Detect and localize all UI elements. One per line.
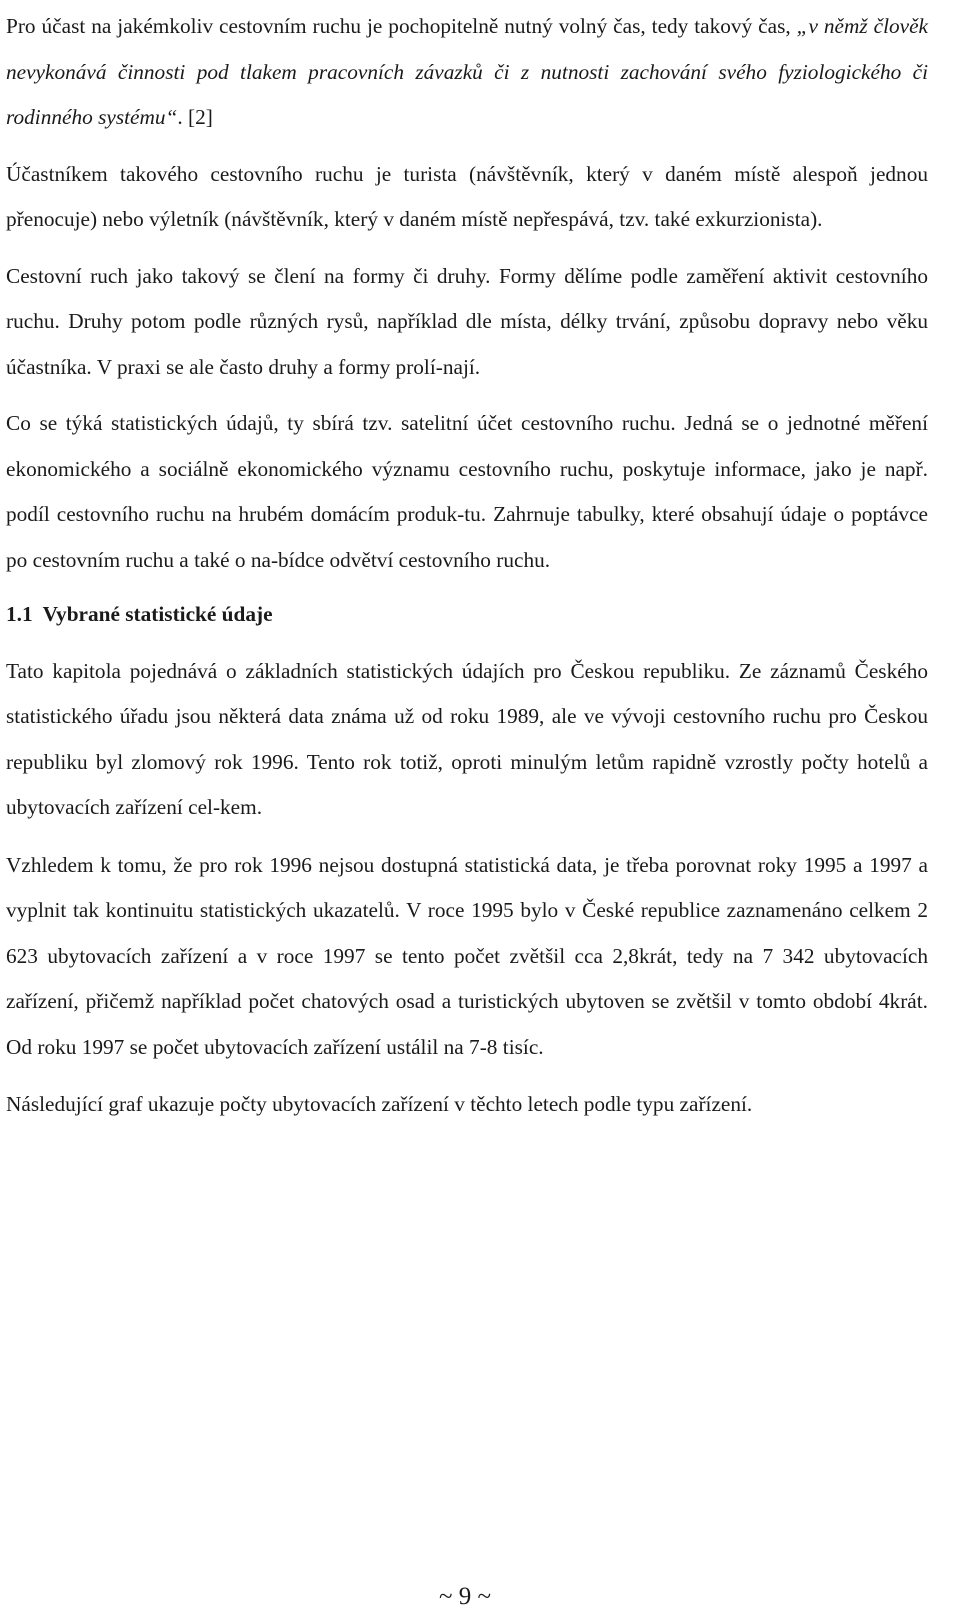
paragraph-free-time-lead: Pro účast na jakémkoliv cestovním ruchu je pochopitelně nutný volný čas, tedy takový čas, <box>6 14 797 38</box>
section-heading <box>6 592 928 638</box>
paragraph-chapter-intro: Tato kapitola pojednává o základních statistických údajích pro Českou republiku. Ze záznamů Českého statistického úřadu jsou některá data známa už od roku 1989, ale ve vývoji cestovního ruchu pro Českou republiku byl zlomový rok 1996. Tento rok totiž, oproti minulým letům rapidně vzrostly počty hotelů a ubytovacích zařízení cel-kem. <box>6 658 928 819</box>
paragraph-participants: Účastníkem takového cestovního ruchu je turista (návštěvník, který v daném místě alespoň jednou přenocuje) nebo výletník (návštěvník, který v daném místě nepřespává, tzv. také exkurzionista). <box>6 161 928 231</box>
paragraph-satellite-account: Co se týká statistických údajů, ty sbírá tzv. satelitní účet cestovního ruchu. Jedná se o jednotné měření ekonomického a sociálně ekonomického významu cestovního ruchu, poskytuje informace, jako je např. podíl cestovního ruchu na hrubém domácím produk-tu. Zahrnuje tabulky, které obsahují údaje o poptávce po cestovním ruchu a také o na-bídce odvětví cestovního ruchu. <box>6 411 928 572</box>
section-number: 1.1 <box>6 602 33 626</box>
paragraph-free-time-citation: . [2] <box>177 105 213 129</box>
section-title: Vybrané statistické údaje <box>42 602 273 626</box>
document-body <box>6 0 928 1128</box>
paragraph-statistics-comparison: Vzhledem k tomu, že pro rok 1996 nejsou dostupná statistická data, je třeba porovnat roky 1995 a 1997 a vyplnit tak kontinuitu statistických ukazatelů. V roce 1995 bylo v České republice zaznamenáno celkem 2 623 ubytovacích zařízení a v roce 1997 se tento počet zvětšil cca 2,8krát, tedy na 7 342 ubytovacích zařízení, přičemž například počet chatových osad a turistických ubytoven se zvětšil v tomto období 4krát. Od roku 1997 se počet ubytovacích zařízení ustálil na 7-8 tisíc. <box>6 852 928 1059</box>
paragraph-free-time <box>6 4 928 141</box>
paragraph-graph-intro: Následující graf ukazuje počty ubytovacích zařízení v těchto letech podle typu zařízení. <box>6 1092 753 1116</box>
paragraph-forms-types: Cestovní ruch jako takový se člení na formy či druhy. Formy dělíme podle zaměření aktivit cestovního ruchu. Druhy potom podle různých rysů, například dle místa, délky trvání, způsobu dopravy nebo věku účastníka. V praxi se ale často druhy a formy prolí-nají. <box>6 263 928 379</box>
paragraph-free-time-quote: „v němž člověk nevykonává činnosti pod tlakem pracovních závazků či z nutnosti zachování svého fyziologického či rodinného systému“ <box>6 14 928 129</box>
page-number: ~ 9 ~ <box>438 1583 492 1610</box>
